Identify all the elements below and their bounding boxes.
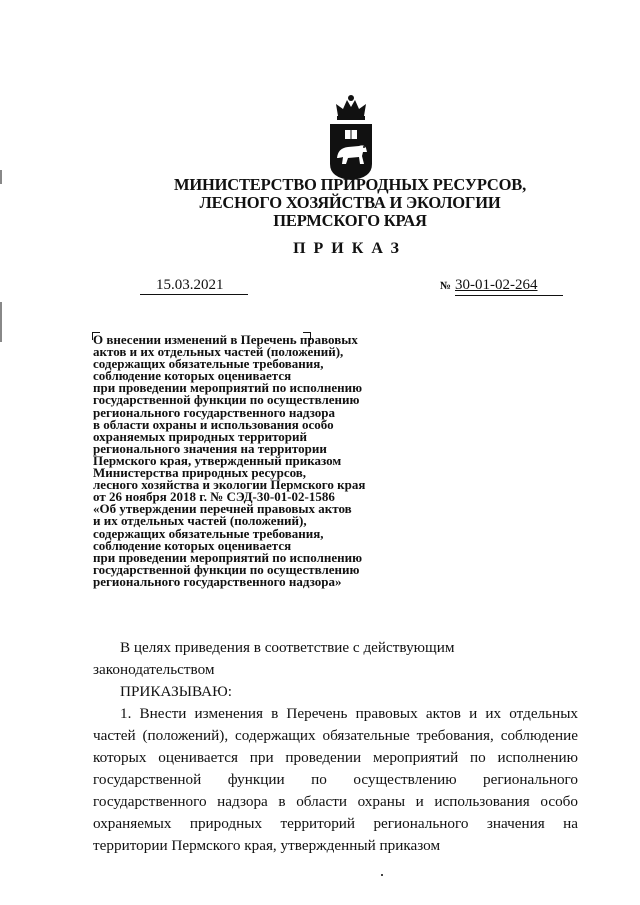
scan-speck: [381, 874, 383, 876]
order-number: 30-01-02-264: [455, 277, 563, 296]
subject-line: О внесении изменений в Перечень правовых: [93, 332, 358, 347]
subject-line: соблюдение которых оценивается: [93, 537, 292, 553]
ministry-line-3: ПЕРМСКОГО КРАЯ: [273, 211, 427, 230]
subject-line: «Об утверждении перечней правовых актов: [93, 501, 352, 517]
subject-line: регионального значения на территории: [93, 440, 327, 456]
order-date: 15.03.2021: [140, 277, 248, 295]
subject-line: регионального государственного надзора»: [93, 573, 342, 589]
subject-line: соблюдение которых оценивается: [93, 368, 292, 384]
subject-line: регионального государственного надзора: [93, 404, 336, 420]
order-body: [93, 637, 578, 857]
intro-paragraph: В целях приведения в соответствие с действующим законодательством: [93, 639, 455, 678]
ministry-line-1: МИНИСТЕРСТВО ПРИРОДНЫХ РЕСУРСОВ,: [174, 175, 526, 194]
subject-line: актов и их отдельных частей (положений),: [93, 344, 344, 360]
document-type-title: ПРИКАЗ: [293, 240, 407, 257]
subject-line: при проведении мероприятий по исполнению: [93, 380, 363, 396]
ministry-line-2: ЛЕСНОГО ХОЗЯЙСТВА И ЭКОЛОГИИ: [199, 193, 501, 212]
subject-line: содержащих обязательные требования,: [93, 525, 324, 541]
subject-line: Пермского края, утвержденный приказом: [93, 452, 342, 468]
subject-line: государственной функции по осуществлению: [93, 561, 360, 577]
order-subject: [93, 334, 423, 588]
subject-line: Министерства природных ресурсов,: [93, 465, 307, 481]
perm-krai-coat-of-arms-icon: [326, 94, 376, 182]
subject-line: лесного хозяйства и экологии Пермского края: [93, 477, 366, 493]
subject-line: в области охраны и использования особо: [93, 416, 334, 432]
scan-edge-mark: [0, 302, 2, 342]
scan-edge-mark: [0, 170, 2, 184]
subject-line: от 26 ноября 2018 г. № СЭД-30-01-02-1586: [93, 489, 335, 505]
order-word: ПРИКАЗЫВАЮ:: [120, 683, 232, 700]
item-1-paragraph: 1. Внести изменения в Перечень правовых актов и их отдельных частей (положений), содержащих обязательные требования, соблюдение которых оценивается при проведении мероприятий по исполнению государственной функции по осуществлению регионального государственного надзора в области охраны и использования особо охраняемых природных территорий регионального значения на территории Пермского края, утвержденный приказом: [93, 705, 578, 854]
subject-line: охраняемых природных территорий: [93, 428, 308, 444]
subject-line: государственной функции по осуществлению: [93, 392, 360, 408]
number-sign: №: [440, 280, 452, 292]
subject-line: при проведении мероприятий по исполнению: [93, 549, 363, 565]
subject-line: содержащих обязательные требования,: [93, 356, 324, 372]
ministry-name: [150, 176, 550, 230]
subject-line: и их отдельных частей (положений),: [93, 513, 307, 529]
